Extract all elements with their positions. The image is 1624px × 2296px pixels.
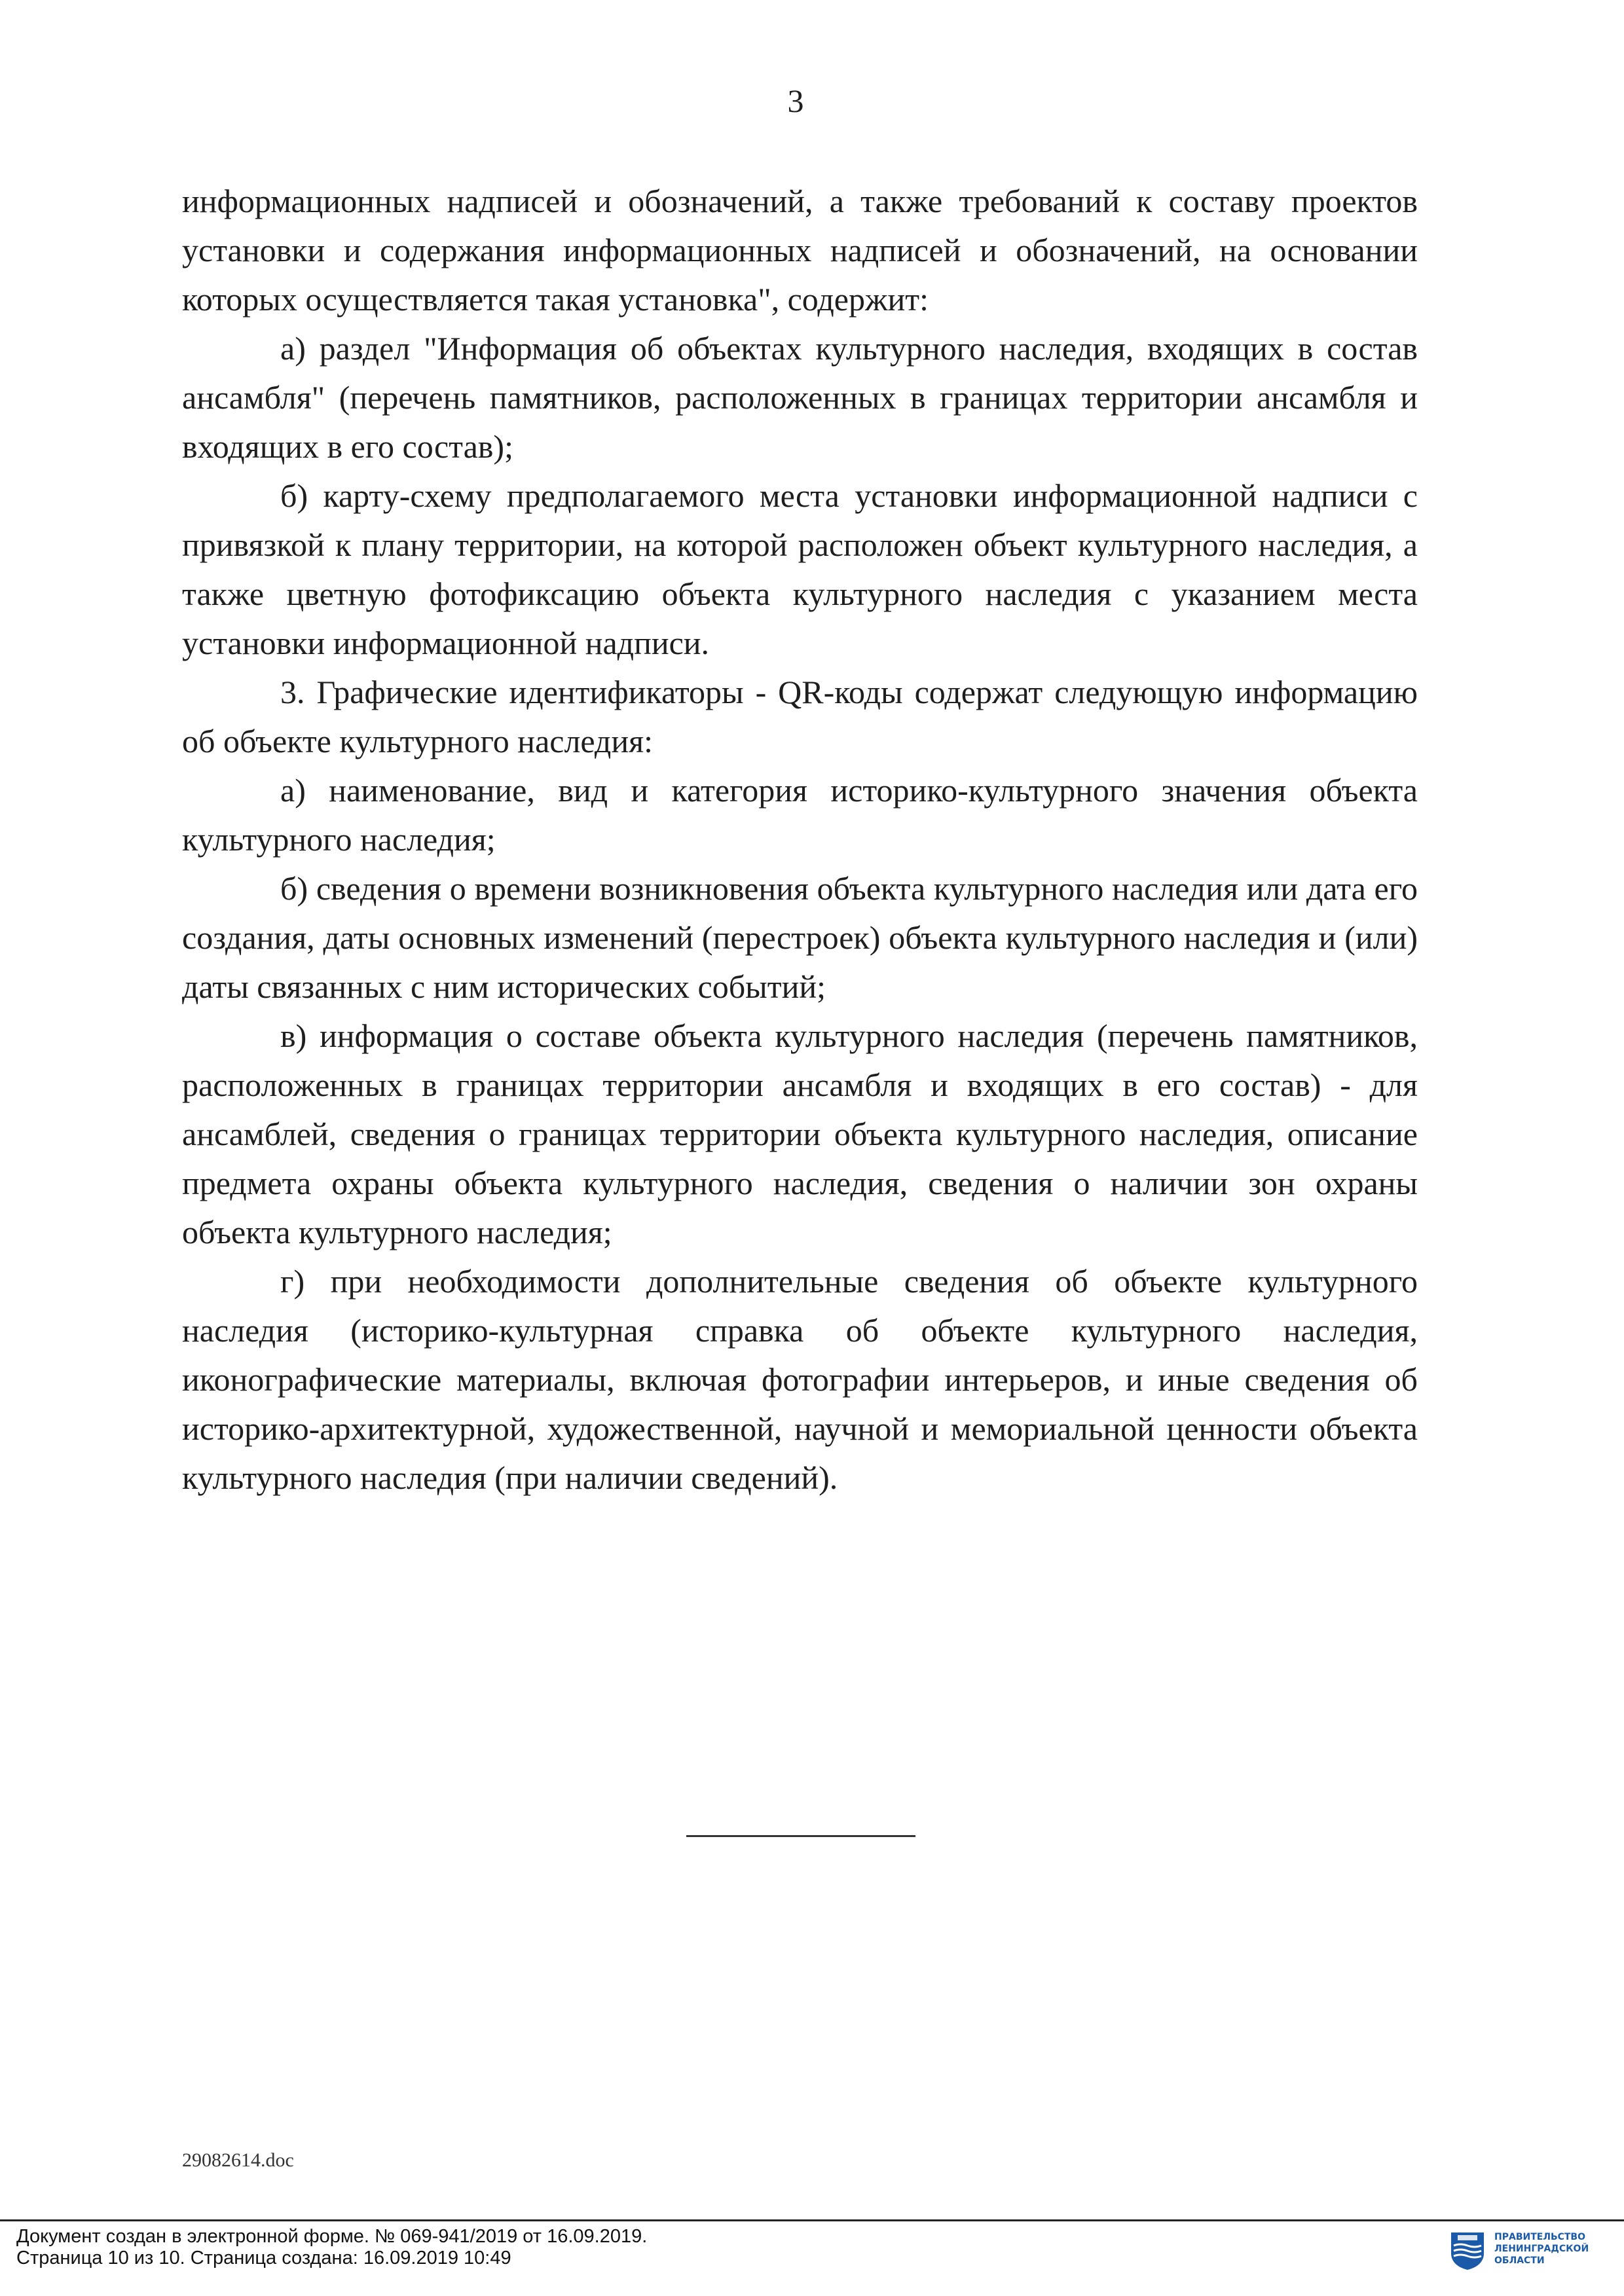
paragraph-qr-item-g: г) при необходимости дополнительные сведения об объекте культурного наследия (историко-культурная справка об объекте культурного наследия, иконографические материалы, включая фотографии интерьеров, и иные сведения об историко-архитектурной, художественной, научной и мемориальной ценности объекта культурного наследия (при наличии сведений). (182, 1263, 1418, 1496)
page-number: 3 (787, 82, 804, 119)
paragraph-qr-item-v: в) информация о составе объекта культурного наследия (перечень памятников, расположенных в границах территории ансамбля и входящих в его состав) - для ансамблей, сведения о границах территории объекта культурного наследия, описание предмета охраны объекта культурного наследия, сведения о наличии зон охраны объекта культурного наследия; (182, 1017, 1418, 1250)
logo-text-line-2: ЛЕНИНГРАДСКОЙ (1494, 2244, 1589, 2254)
government-logo (1449, 2227, 1606, 2274)
paragraph-item-a-section: а) раздел "Информация об объектах культурного наследия, входящих в состав ансамбля" (перечень памятников, расположенных в границах территории ансамбля и входящих в его состав); (182, 330, 1418, 465)
end-of-text-rule (686, 1835, 915, 1837)
paragraph-3-qr-codes: 3. Графические идентификаторы - QR-коды содержат следующую информацию об объекте культурного наследия: (182, 674, 1418, 759)
document-body (182, 177, 1418, 1503)
paragraph-qr-item-a: а) наименование, вид и категория историко-культурного значения объекта культурного наследия; (182, 772, 1418, 858)
footer-document-info: Документ создан в электронной форме. № 069-941/2019 от 16.09.2019. (16, 2226, 648, 2247)
paragraph-qr-item-b: б) сведения о времени возникновения объекта культурного наследия или дата его создания, даты основных изменений (перестроек) объекта культурного наследия и (или) даты связанных с ним исторических событий; (182, 870, 1418, 1005)
logo-text-line-3: ОБЛАСТИ (1494, 2255, 1545, 2266)
footer-divider (0, 2219, 1624, 2221)
document-file-name: 29082614.doc (182, 2149, 294, 2171)
paragraph-item-b-map: б) карту-схему предполагаемого места установки информационной надписи с привязкой к плану территории, на которой расположен объект культурного наследия, а также цветную фотофиксацию объекта культурного наследия с указанием места установки информационной надписи. (182, 477, 1418, 661)
footer-page-info: Страница 10 из 10. Страница создана: 16.09.2019 10:49 (16, 2248, 511, 2269)
logo-text-line-1: ПРАВИТЕЛЬСТВО (1494, 2232, 1586, 2242)
footer (16, 2226, 647, 2269)
coat-of-arms-icon (1449, 2230, 1486, 2270)
paragraph-intro: информационных надписей и обозначений, а также требований к составу проектов установки и содержания информационных надписей и обозначений, на основании которых осуществляется такая установка", содержит: (182, 183, 1418, 318)
